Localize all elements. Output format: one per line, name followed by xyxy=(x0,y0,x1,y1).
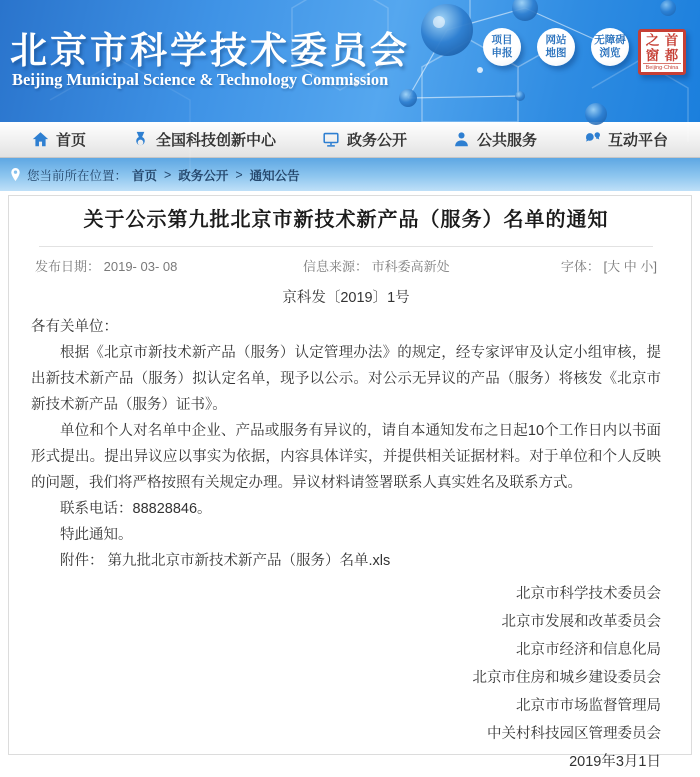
seal-characters xyxy=(643,33,681,63)
site-title: 北京市科学技术委员会 xyxy=(10,30,410,71)
attachment-link[interactable]: 第九批北京市新技术新产品（服务）名单.xls xyxy=(107,553,391,569)
site-header xyxy=(0,0,700,122)
nav-label: 政务公开 xyxy=(346,132,407,149)
article-meta xyxy=(31,247,661,274)
closing-line: 特此通知。 xyxy=(60,527,133,543)
seal-char: 首 xyxy=(664,33,679,48)
signature-block xyxy=(31,580,661,777)
accessibility-label-line1: 无障碍 xyxy=(594,33,626,46)
font-size-options[interactable]: [大 中 小] xyxy=(603,259,657,274)
main-navigation xyxy=(0,122,700,158)
info-source xyxy=(303,256,561,274)
nav-label: 公共服务 xyxy=(476,132,537,149)
info-source-value: 市科委高新处 xyxy=(371,259,450,274)
accessibility-label-line2: 浏览 xyxy=(599,47,621,59)
info-source-label: 信息来源： xyxy=(303,259,369,274)
page-title: 关于公示第九批北京市新技术新产品（服务）名单的通知 xyxy=(83,209,609,231)
breadcrumb-separator: > xyxy=(235,167,243,182)
salutation: 各有关单位： xyxy=(31,319,118,335)
paragraph: 根据《北京市新技术新产品（服务）认定管理办法》的规定，经专家评审及认定小组审核，提出新技术新产品（服务）拟认定名单，现予以公示。对公示无异议的产品（服务）将核发《北京市新技术新产品（服务）证书》。 xyxy=(31,345,661,413)
breadcrumb-item-notices[interactable]: 通知公告 xyxy=(249,168,300,183)
capital-window-seal-icon[interactable] xyxy=(638,29,686,75)
font-size-control xyxy=(561,256,657,274)
breadcrumb xyxy=(0,158,700,191)
signature: 中关村科技园区管理委员会 xyxy=(487,726,661,742)
nav-item-home[interactable] xyxy=(32,129,86,150)
medal-icon xyxy=(132,131,149,148)
breadcrumb-item-home[interactable]: 首页 xyxy=(132,168,158,183)
seal-caption: Beijing·China xyxy=(643,63,681,72)
seal-char: 都 xyxy=(664,48,679,63)
person-icon xyxy=(453,131,470,148)
monitor-icon xyxy=(322,131,340,148)
home-icon xyxy=(32,131,49,148)
nav-label: 全国科技创新中心 xyxy=(155,132,276,149)
signature: 北京市住房和城乡建设委员会 xyxy=(472,670,661,686)
paragraph: 单位和个人对名单中企业、产品或服务有异议的，请自本通知发布之日起10个工作日内以书面形式提出。提出异议应以事实为依据，内容具体详实，并提供相关证据材料。对于单位和个人反映的问题，我们将严格按照有关规定办理。异议材料请签署联系人真实姓名及联系方式。 xyxy=(31,423,661,491)
seal-char: 之 xyxy=(645,33,660,48)
font-size-label: 字体： xyxy=(560,259,600,274)
signature-date: 2019年3月1日 xyxy=(569,754,661,770)
header-quick-buttons xyxy=(483,28,629,66)
sitemap-button[interactable] xyxy=(537,28,575,66)
project-apply-label-line1: 项目 xyxy=(491,33,513,46)
signature: 北京市经济和信息化局 xyxy=(516,642,661,658)
sitemap-label-line2: 地图 xyxy=(545,47,567,59)
signature: 北京市发展和改革委员会 xyxy=(501,614,661,630)
seal-char: 窗 xyxy=(645,48,660,63)
publish-date-label: 发布日期： xyxy=(35,259,101,274)
site-subtitle: Beijing Municipal Science & Technology Commission xyxy=(12,70,389,89)
nav-label: 互动平台 xyxy=(607,132,668,149)
document-number: 京科发〔2019〕1号 xyxy=(282,290,410,306)
nav-label: 首页 xyxy=(56,132,87,149)
sitemap-label-line1: 网站 xyxy=(545,33,567,46)
publish-date-value: 2019- 03- 08 xyxy=(103,259,178,274)
contact-phone: 联系电话：88828846。 xyxy=(60,501,212,517)
breadcrumb-separator: > xyxy=(164,167,172,182)
nav-item-interactive-platform[interactable] xyxy=(583,129,668,150)
nav-item-gov-affairs[interactable] xyxy=(322,129,407,150)
breadcrumb-prefix: 您当前所在位置： xyxy=(27,168,128,183)
attachment-label: 附件： xyxy=(60,553,104,569)
accessibility-button[interactable] xyxy=(591,28,629,66)
signature: 北京市科学技术委员会 xyxy=(516,586,661,602)
article-container xyxy=(8,195,692,770)
chat-bubbles-icon xyxy=(583,131,601,148)
signature: 北京市市场监督管理局 xyxy=(516,698,661,714)
location-pin-icon xyxy=(9,167,22,182)
nav-item-national-sci-tech-center[interactable] xyxy=(132,129,276,150)
publish-date xyxy=(35,256,303,274)
project-apply-label-line2: 申报 xyxy=(491,47,513,59)
breadcrumb-item-gov-affairs[interactable]: 政务公开 xyxy=(178,168,229,183)
project-apply-button[interactable] xyxy=(483,28,521,66)
attachment-line xyxy=(31,548,661,574)
nav-item-public-service[interactable] xyxy=(453,129,537,150)
